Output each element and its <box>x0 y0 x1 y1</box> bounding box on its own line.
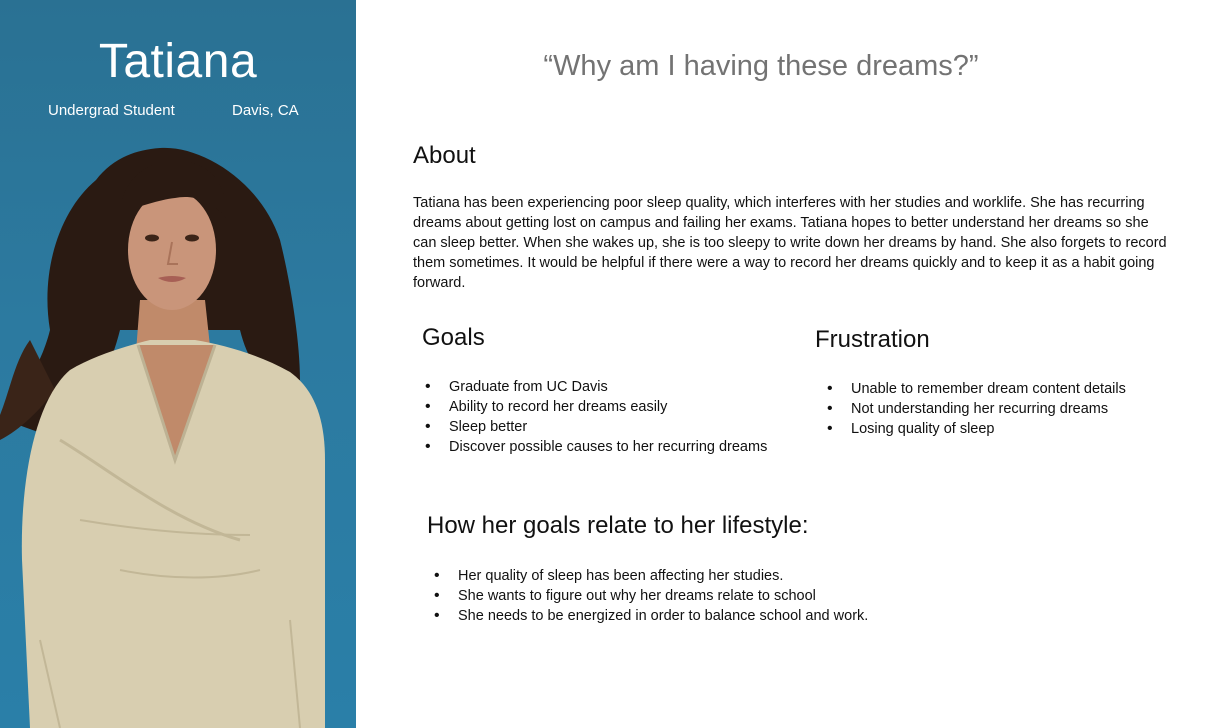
list-item: • Not understanding her recurring dreams <box>827 399 1126 419</box>
list-item: • She needs to be energized in order to balance school and work. <box>434 606 868 626</box>
lifestyle-list <box>434 566 868 626</box>
lifestyle-heading: How her goals relate to her lifestyle: <box>427 512 809 539</box>
about-heading: About <box>413 142 476 169</box>
persona-sidebar <box>0 0 356 728</box>
persona-name: Tatiana <box>98 35 258 88</box>
persona-quote: “Why am I having these dreams?” <box>543 50 979 82</box>
frustration-list <box>827 379 1126 439</box>
about-text: Tatiana has been experiencing poor sleep quality, which interferes with her studies and worklife. She has recurring dreams about getting lost on campus and failing her exams. Tatiana hopes to better understand her dreams so she can sleep better. When she wakes up, she is too sleepy to write down her dreams by hand. She also forgets to record them sometimes. It would be helpful if there were a way to record her dreams quickly and to keep it as a habit going forward. <box>413 195 1167 291</box>
goals-heading: Goals <box>422 324 485 351</box>
persona-location: Davis, CA <box>232 102 299 119</box>
list-item: • Losing quality of sleep <box>827 419 1126 439</box>
goals-list <box>425 377 767 457</box>
list-item: • Sleep better <box>425 417 767 437</box>
persona-role: Undergrad Student <box>48 102 175 119</box>
list-item: • Unable to remember dream content details <box>827 379 1126 399</box>
list-item: • Her quality of sleep has been affecting her studies. <box>434 566 868 586</box>
list-item: • Discover possible causes to her recurring dreams <box>425 437 767 457</box>
list-item: • Graduate from UC Davis <box>425 377 767 397</box>
frustration-heading: Frustration <box>815 326 930 353</box>
persona-portrait <box>0 140 356 728</box>
list-item: • She wants to figure out why her dreams relate to school <box>434 586 868 606</box>
list-item: • Ability to record her dreams easily <box>425 397 767 417</box>
